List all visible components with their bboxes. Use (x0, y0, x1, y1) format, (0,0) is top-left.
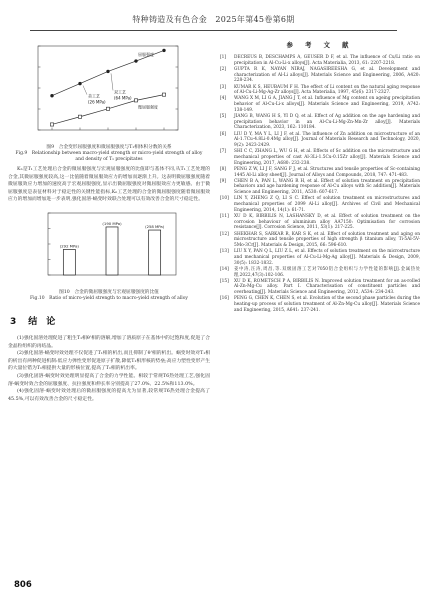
reference-text: PENG Z W, LI J F, SANG F J, et al. Structures and tensile properties of Sc-containing 1445 Al-Li alloy sheet[J]. Journal of Alloys and Compounds, 2018, 747: 471-483. (234, 166, 420, 178)
reference-item (220, 114, 420, 131)
reference-number: [7] (220, 149, 227, 155)
reference-text: SHI C C, ZHANG L, WU G H, et al. Effects of Sc addition on the microstructure and mechanical properties of cast Al-3Li-1.5Cu-0.15Zr alloy[J]. Materials Science and Engineering, 2017, A680: 232-238. (234, 149, 420, 166)
bar-annotation: (258 MPa) (145, 223, 165, 229)
figure-10 (8, 209, 210, 302)
reference-number: [8] (220, 166, 227, 172)
chart-annotation: 双工艺 (114, 89, 126, 95)
reference-number: [3] (220, 84, 227, 90)
reference-item (220, 149, 420, 166)
chart-annotation: (26 MPa) (88, 99, 106, 105)
reference-number: [9] (220, 178, 227, 184)
figure-10-caption-en: Fig.10 Ratio of micro-yield strength to macro-yield strength of alloy (30, 296, 188, 302)
annotation-leader (111, 73, 113, 90)
figure-9-chart (8, 40, 210, 140)
reference-text: DECREUS B, DESCHAMPS A, GEUSER D F, et al. The influence of Cu/Li ratio on precipitation in Al-Cu-Li-x alloys[J]. Acta Materialia, 2013, 61: 2207-2218. (234, 55, 420, 66)
reference-text: LIU D Y, MA Y L, LI J F, et al. The influence of Zn addition on microstructure of an Al-1.7Cu-4.8Li-0.4Mg alloy[J]. Journal of Materials Research and Technology, 2020, 9(2): 2423-2429. (234, 131, 420, 149)
section-title: 结 论 (28, 317, 56, 328)
bar-annotation: (190 MPa) (102, 220, 122, 226)
reference-item (220, 279, 420, 296)
series-point (106, 107, 109, 110)
reference-item (220, 249, 420, 266)
figure-9-caption-cn: 图9 合金变形屈服强度和微屈服强度与T₁相体积分数的关系 (46, 145, 172, 150)
figure-10-chart (8, 209, 210, 285)
reference-item (220, 167, 420, 178)
reference-text: SHEKHAR S, SARKAR R, KAR S K, et al. Effect of solution treatment and aging on microstructure and tensile properties of high strength β titanium alloy, Ti-5Al-5V-5Mo-3Cr[J]. Materials & Design, 2015, 66: 596-610. (234, 231, 420, 248)
bar-annotation: (292 MPa) (59, 243, 79, 249)
reference-text: JIANG B, WANG H S, YI D Q, et al. Effect of Ag addition on the age hardening and precipitation behavior in an Al-Cu-Li-Mg-Zn-Mn-Zr alloy[J]. Materials Characterization, 2023, 162: 110184. (234, 114, 420, 131)
references-title: 参 考 文 献 (286, 42, 354, 49)
page-number: 806 (14, 580, 32, 590)
conclusion-paragraph: (4)强化固溶-蜗变时效处理后的微屈服强度的提高尤为显著,较常规T6热处理合金提高了45.5%,可以有效改善合金的尺寸稳定性。 (8, 389, 210, 402)
conclusion-heading (10, 314, 210, 327)
reference-number: [4] (220, 96, 227, 102)
reference-number: [16] (220, 296, 229, 302)
reference-number: [6] (220, 131, 227, 137)
reference-item (220, 214, 420, 231)
annotation-leader (83, 86, 87, 95)
bar (63, 249, 75, 275)
bar (149, 230, 161, 275)
reference-item (220, 267, 420, 278)
reference-item (220, 132, 420, 149)
reference-number: [15] (220, 278, 229, 284)
left-body-text (8, 166, 210, 204)
reference-item (220, 232, 420, 249)
reference-item (220, 196, 420, 213)
reference-number: [11] (220, 213, 229, 219)
reference-text: CHEN B A, PAN L, WANG R H, et al. Effect of solution treatment on precipitation behaviors and age hardening response of Al-Cu alloys with Sc addition[J]. Materials Science and Engineering, 2011, A530: 607-617. (234, 178, 420, 196)
series-point (134, 99, 137, 102)
chart-annotation: 屈服强度 (138, 52, 154, 58)
reference-text: PENG G, CHEN K, CHEN S, et al. Evolution of the second phase particles during the heating-up process of solution treatment of Al-Zn-Mg-Cu alloy[J]. Materials Science and Engineering, 2015, A641: 237-241. (234, 296, 420, 313)
reference-item (220, 96, 420, 113)
section-number: 3 (10, 317, 17, 328)
reference-text: KUMAR K S, HEUBAUM F H. The effect of Li content on the natural aging response of Al-Cu-Li-Mg-Ag-Zr alloys[J]. Acta Materialia, 1997, 45(6): 2317-2327. (234, 84, 420, 96)
header-rule (30, 30, 397, 31)
reference-number: [2] (220, 66, 227, 72)
reference-text: XU D K, BIRBILIS N, LASHANSKY D, et al. Effect of solution treatment on the corrosion behaviour of aluminium alloy AA7150: Optimisation for corrosion resistance[J]. Corrosion Science, 2011, 53(1): 217-225. (234, 213, 420, 231)
reference-text: WANG X M, LI G A, JIANG J T, et al. Influence of Mg content on ageing precipitation behavior of Al-Cu-Li-x alloys[J]. Materials Science and Engineering, 2019, A742: 138-149. (234, 96, 420, 113)
series-point (162, 49, 165, 52)
reference-text: 姜中涛,汪涛,周昌,等.双级固溶工艺对7050铝合金组织与力学性能的影响[J].金属热处理,2022,47(3):102-106. (234, 266, 420, 278)
reference-item (220, 55, 420, 66)
figure-9 (8, 40, 210, 163)
reference-number: [13] (220, 249, 229, 255)
reference-text: XU D K, ROMETSCH P A, BIRBILIS N. Improved solution treatment for an as-rolled Al-Zn-Mg-Cu alloy. Part I. Characterisation of constituent particles and overheating[J]. Materials Science and Engineering, 2012, A534: 234-243. (234, 278, 420, 296)
reference-text: LIU X Y, PAN Q L, LIU Z L, et al. Effects of solution treatment on the microstructure and mechanical properties of Al-Cu-Li-Mg-Ag alloy[J]. Materials & Design, 2009, 30(5): 1832-1832. (234, 249, 420, 266)
conclusion-paragraph: (3)强化固溶-蜗变时效处理明显提高了合金的力学性能。相较于常规T6热处理工艺,强化固溶-蜗变时效合金的屈服强度、抗拉强度和伸长率分别提高了27.0%、22.5%和113.0%。 (8, 374, 210, 387)
right-column (220, 40, 420, 314)
reference-number: [10] (220, 196, 229, 202)
reference-item (220, 179, 420, 196)
bar (106, 227, 118, 275)
series-point (162, 93, 165, 96)
reference-number: [12] (220, 231, 229, 237)
chart-annotation: 美工艺 (88, 93, 100, 99)
reference-number: [1] (220, 55, 227, 60)
series-point (134, 59, 137, 62)
reference-number: [14] (220, 266, 229, 272)
series-point (106, 70, 109, 73)
journal-header: 特种铸造及有色合金 2025年第45卷第6期 (132, 15, 295, 24)
left-column (8, 40, 210, 403)
reference-number: [5] (220, 114, 227, 120)
reference-item (220, 85, 420, 96)
conclusion-text (8, 335, 210, 403)
reference-item (220, 296, 420, 313)
plot-frame (38, 46, 178, 130)
reference-item (220, 67, 420, 84)
series-point (78, 115, 81, 118)
reference-list (220, 55, 420, 313)
series-point (50, 94, 53, 97)
chart-annotation: 微屈服强度 (138, 104, 158, 110)
body-paragraph: Kₙ是T₁工艺处理后合金的微屈服强度与宏观屈服强度的比值即与基体不同,从T₁工艺处理的合金,其微屈服强度较高,这一比值随着微屈服效应力的增加而逐渐上升。这表明微屈服强度随着微屈服效应力增加的速度高于宏观屈服强度,显示出微屈服强度对微屈服效应力更敏感。由于微屈服强度是表征材料对于稳定性的关键性能指标,Kₙ工艺处理的合金的微屈服强度随着微屈服效应力的增加而增加进一步表明,强化固溶-蜗变时效联合处理可以有效改善合金的尺寸稳定性。 (8, 167, 210, 203)
conclusion-paragraph: (1)强化固溶处理促进了粗生T₁相θ'相的溶解,增加了溶质原子在基体中的过饱和度,促进了合金晶粒组织的再结晶。 (8, 336, 210, 349)
series-point (50, 123, 53, 126)
reference-text: LIN Y, ZHENG Z Q, LI S C. Effect of solution treatment on microstructures and mechanical properties of 2099 Al-Li alloy[J]. Archives of Civil and Mechanical Engineering, 2014, 14(1): 61-71. (234, 196, 420, 213)
chart-annotation: (64 MPa) (114, 95, 132, 101)
conclusion-paragraph: (2)强化固溶-蜗变时效处理不仅促进了T₁相的析出,而且抑制了θ'相的析出。蜗变时效对T₁相的析出有两种促进机制:低应力弹性变形促进原子扩散,降低T₁相形核的势垒;高应力塑性变形产生的大量位错为T₁相提供大量的形核位置,提高了T₁相的析出率。 (8, 351, 210, 372)
reference-text: GUPTA R K, NAYAN NIRAJ, NAGASIREESHA G, et al. Development and characterization of Al-Li alloys[J]. Materials Science and Engineering, 2006, A420: 228-234. (234, 66, 420, 84)
series-point (78, 82, 81, 85)
figure-9-caption-en: Fig.9 Relationship between macro-yield strength or micro-yield strength of alloy and density of T₁ precipitates (15, 151, 203, 163)
figure-10-caption-cn: 图10 合金的微屈服强度与宏观屈服强度的比值 (59, 289, 159, 295)
